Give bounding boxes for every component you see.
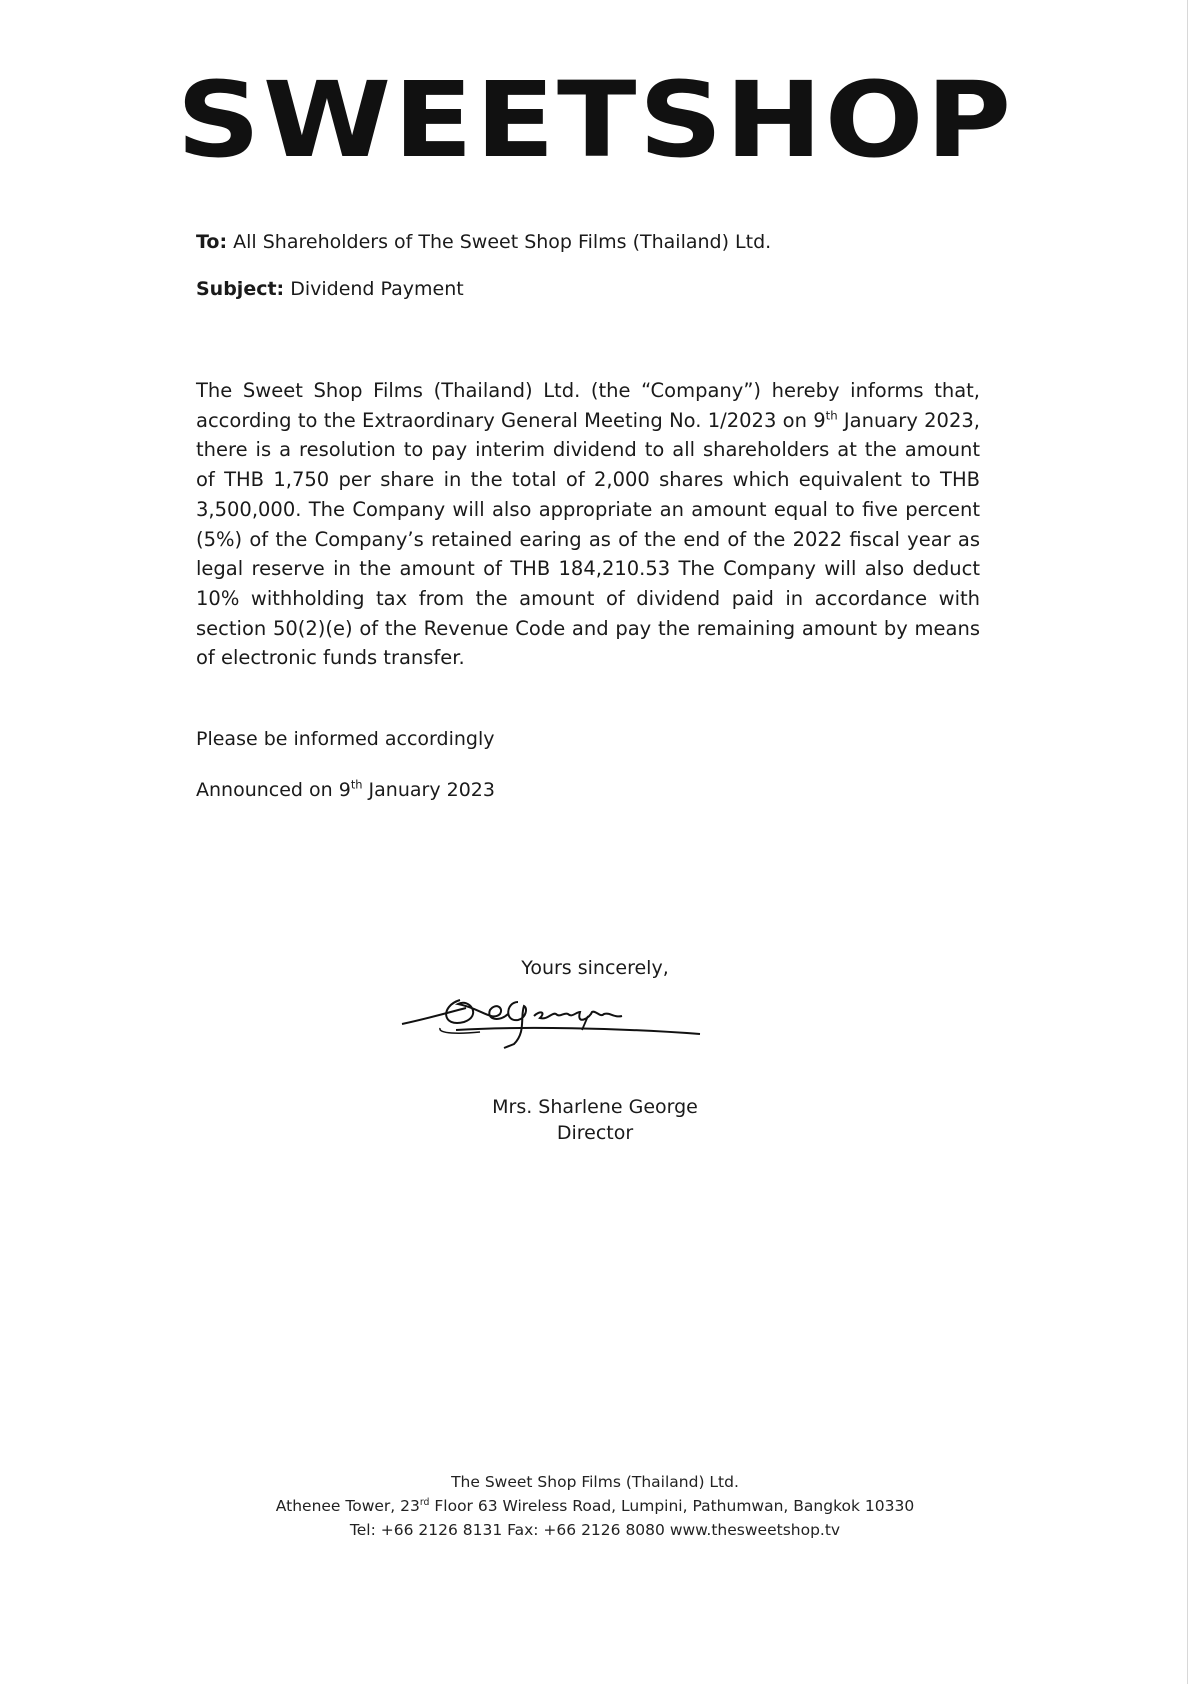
footer-contact: Tel: +66 2126 8131 Fax: +66 2126 8080 www.thesweetshop.tv	[349, 1521, 841, 1539]
body-part-1: The Sweet Shop Films (Thailand) Ltd. (the “Company”) hereby informs that, according to the Extraordinary General Meeting No. 1/2023 on 9	[196, 379, 980, 432]
to-line	[196, 229, 771, 255]
announced-line	[196, 777, 495, 803]
to-label: To:	[196, 231, 228, 253]
body-paragraph	[196, 376, 980, 673]
closing-text: Yours sincerely,	[521, 957, 669, 979]
footer-address-ordinal: rd	[419, 1496, 430, 1508]
body-part-2: January 2023, there is a resolution to pay interim dividend to all shareholders at the amount of THB 1,750 per share in the total of 2,000 shares which equivalent to THB 3,500,000. The Company will also appropriate an amount equal to five percent (5%) of the Company’s retained earing as of the end of the 2022 fiscal year as legal reserve in the amount of THB 184,210.53 The Company will also deduct 10% withholding tax from the amount of dividend paid in accordance with section 50(2)(e) of the Revenue Code and pay the remaining amount by means of electronic funds transfer.	[196, 408, 980, 670]
company-logo: SWEETSHOP	[176, 59, 1014, 181]
signer-title: Director	[556, 1122, 634, 1144]
footer-address-pre: Athenee Tower, 23	[275, 1497, 420, 1515]
footer-company: The Sweet Shop Films (Thailand) Ltd.	[451, 1473, 739, 1491]
announced-prefix: Announced on 9	[196, 779, 351, 801]
signer-name: Mrs. Sharlene George	[492, 1096, 698, 1118]
body-ordinal: th	[825, 408, 838, 423]
informed-line: Please be informed accordingly	[196, 728, 495, 750]
scan-edge	[1187, 0, 1188, 1684]
subject-value: Dividend Payment	[290, 278, 464, 300]
closing-salutation	[0, 955, 1190, 981]
announced-ordinal: th	[350, 777, 363, 792]
announced-suffix: January 2023	[362, 779, 495, 801]
signature-image	[400, 988, 730, 1058]
footer-address	[0, 1494, 1190, 1518]
to-value: All Shareholders of The Sweet Shop Films (Thailand) Ltd.	[233, 231, 772, 253]
subject-label: Subject:	[196, 278, 285, 300]
subject-line	[196, 276, 464, 302]
footer-address-post: Floor 63 Wireless Road, Lumpini, Pathumwan, Bangkok 10330	[429, 1497, 915, 1515]
